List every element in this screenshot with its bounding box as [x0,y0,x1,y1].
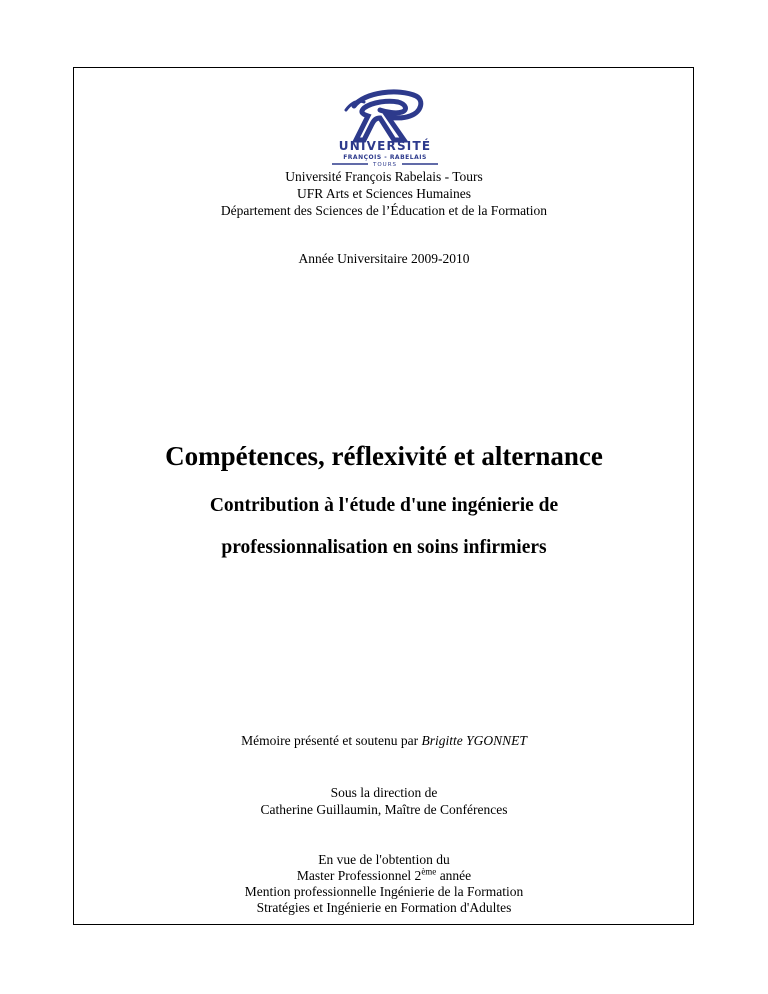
institution-line-3: Département des Sciences de l’Éducation et de la Formation [220,203,548,218]
direction-line-2: Catherine Guillaumin, Maître de Conférences [260,802,508,817]
author-name: Brigitte YGONNET [421,733,527,748]
institution-line-2: UFR Arts et Sciences Humaines [297,186,471,201]
logo-r-emblem-icon [324,84,446,166]
institution-block [0,168,768,219]
degree-line-1: En vue de l'obtention du [318,852,450,867]
institution-line-1: Université François Rabelais - Tours [285,169,483,184]
degree-line-4: Stratégies et Ingénierie en Formation d'Adultes [256,900,512,915]
logo-wordmark: UNIVERSITÉ [338,139,432,153]
logo-line3: TOURS [372,162,398,166]
author-line [0,733,768,749]
author-prefix: Mémoire présenté et soutenu par [241,733,422,748]
degree-line-2 [0,868,768,884]
logo-line2: FRANÇOIS - RABELAIS [343,154,427,161]
thesis-subtitle-line-1: Contribution à l'étude d'une ingénierie de [209,495,559,516]
degree-line-2-sup: ème [421,866,437,877]
academic-year: Année Universitaire 2009-2010 [298,251,470,266]
degree-line-2-pre: Master Professionnel 2 [296,868,422,883]
thesis-subtitle-line-2: professionnalisation en soins infirmiers [221,537,547,558]
degree-line-2-post: année [436,868,472,883]
university-logo [324,84,446,166]
direction-block [0,784,768,818]
direction-line-1: Sous la direction de [330,785,438,800]
thesis-title: Compétences, réflexivité et alternance [165,441,603,471]
degree-block [0,852,768,916]
degree-line-3: Mention professionnelle Ingénierie de la Formation [244,884,524,899]
